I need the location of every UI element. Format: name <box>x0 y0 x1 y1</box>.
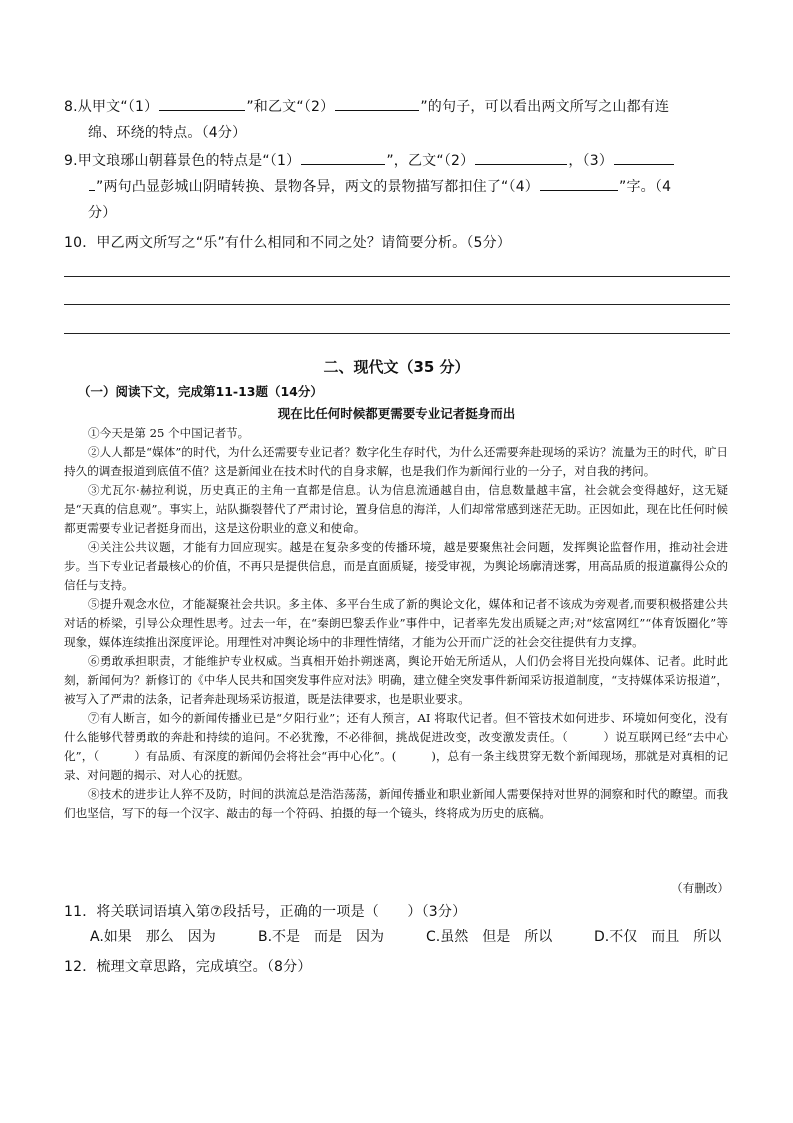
q9-text-prefix: 9.甲文琅琊山朝暮景色的特点是“（1） <box>64 153 301 169</box>
q8-text-suffix: ”的句子，可以看出两文所写之山都有连 <box>420 99 670 115</box>
question-11-options <box>90 926 721 946</box>
paragraph-8: ⑧技术的进步让人猝不及防，时间的洪流总是浩浩荡荡，新闻传播业和职业新闻人需要保持对世界的洞察和时代的瞭望。而我们也坚信，写下的每一个汉字、敲击的每一个符码、拍摄的每一个镜头，终将成为历史的底稿。 <box>64 787 728 820</box>
part-heading: （一）阅读下文，完成第11-13题（14分） <box>78 384 323 399</box>
q9-text-mid2: ，（3） <box>568 153 614 169</box>
q8-blank-1[interactable] <box>159 95 245 111</box>
question-12: 12．梳理文章思路，完成填空。（8分） <box>64 959 312 975</box>
q9-text-line2-suffix: ”字。（4 <box>619 179 672 195</box>
paragraph-2: ②人人都是“媒体”的时代，为什么还需要专业记者？数字化生存时代，为什么还需要奔赴现场的采访？流量为王的时代，旷日持久的调查报道到底值不值？这是新闻业在技术时代的自身求解，也是我们作为新闻行业的一分子，对自我的拷问。 <box>64 445 728 478</box>
q9-text-line2: ”两句凸显彭城山阴晴转换、景物各异，两文的景物描写都扣住了“（4） <box>96 179 540 195</box>
question-9-line-1 <box>64 148 734 174</box>
question-11: 11．将关联词语填入第⑦段括号，正确的一项是（ ）（3分） <box>64 904 467 920</box>
paragraph-7: ⑦有人断言，如今的新闻传播业已是“夕阳行业”；还有人预言，AI 将取代记者。但不管技术如何进步、环境如何变化，没有什么能够代替勇敢的奔赴和持续的追问。不必犹豫，不必徘徊，挑战促进改变，改变激发责任。（ ）说互联网已经“去中心化”，（ ）有品质、有深度的新闻仍会将社会“再中心化”。( )，总有一条主线贯穿无数个新闻现场，那就是对真相的记录、对问题的揭示、对人心的抚慰。 <box>64 711 728 782</box>
question-9-line-3: 分） <box>88 205 117 221</box>
article-body <box>64 424 728 823</box>
option-b[interactable]: B.不是 而是 因为 <box>258 929 385 945</box>
q9-blank-2[interactable] <box>475 149 567 165</box>
q9-blank-3[interactable] <box>614 149 674 165</box>
q9-blank-1[interactable] <box>301 149 385 165</box>
question-9 <box>64 148 734 226</box>
answer-line-1[interactable] <box>64 276 730 277</box>
option-a[interactable]: A.如果 那么 因为 <box>90 929 216 945</box>
paragraph-5: ⑤提升观念水位，才能凝聚社会共识。多主体、多平台生成了新的舆论文化，媒体和记者不该成为旁观者,而要积极搭建公共对话的桥梁，引导公众理性思考。过去一年，在“秦朗巴黎丢作业”事件中，记者率先发出质疑之声;对“炫富网红”“体育饭圈化”等现象，媒体连续推出深度评论。用理性对冲舆论场中的非理性情绪，才能为公开而广泛的社会交往提供有力支撑。 <box>64 597 728 649</box>
q8-text-mid: ”和乙文“（2） <box>246 99 335 115</box>
source-note: （有删改） <box>671 881 729 895</box>
paragraph-6: ⑥勇敢承担职责，才能维护专业权威。当真相开始扑朔迷离，舆论开始无所适从，人们仍会将目光投向媒体、记者。此时此刻，新闻何为？新修订的《中华人民共和国突发事件应对法》明确，建立健全突发事件新闻采访报道制度，“支持媒体采访报道”，被写入了严肃的法条，记者奔赴现场采访报道，既是法律要求，也是职业要求。 <box>64 654 728 706</box>
option-c[interactable]: C.虽然 但是 所以 <box>426 929 553 945</box>
answer-line-2[interactable] <box>64 304 730 305</box>
article-title: 现在比任何时候都更需要专业记者挺身而出 <box>277 406 516 421</box>
q8-blank-2[interactable] <box>335 95 419 111</box>
option-d[interactable]: D.不仅 而且 所以 <box>594 929 722 945</box>
question-8-line-2: 绵、环绕的特点。（4分） <box>88 125 247 141</box>
paragraph-1: ①今天是第 25 个中国记者节。 <box>88 426 250 440</box>
paragraph-3: ③尤瓦尔·赫拉利说，历史真正的主角一直都是信息。认为信息流通越自由，信息数量越丰富，社会就会变得越好，这无疑是“天真的信息观”。事实上，站队撕裂替代了严肃讨论，置身信息的海洋，人们却常常感到迷茫无助。正因如此，现在比任何时候都更需要专业记者挺身而出，这是这份职业的意义和使命。 <box>64 483 728 535</box>
question-9-line-2 <box>64 174 734 200</box>
q9-text-mid: ”，乙文“（2） <box>386 153 475 169</box>
q8-text-prefix: 8.从甲文“（1） <box>64 99 159 115</box>
question-8 <box>64 94 734 146</box>
q9-blank-3-cont[interactable] <box>89 175 95 191</box>
answer-line-3[interactable] <box>64 333 730 334</box>
section-title: 二、现代文（35 分） <box>323 358 470 376</box>
question-10: 10．甲乙两文所写之“乐”有什么相同和不同之处？请简要分析。（5分） <box>64 235 512 251</box>
paragraph-4: ④关注公共议题，才能有力回应现实。越是在复杂多变的传播环境，越是要聚焦社会问题，发挥舆论监督作用，推动社会进步。当下专业记者最核心的价值，不再只是提供信息，而是直面质疑，接受审视，为舆论场廓清迷雾，用高品质的报道赢得公众的信任与支持。 <box>64 540 728 592</box>
question-8-line-1 <box>64 94 734 120</box>
q9-blank-4[interactable] <box>540 175 618 191</box>
